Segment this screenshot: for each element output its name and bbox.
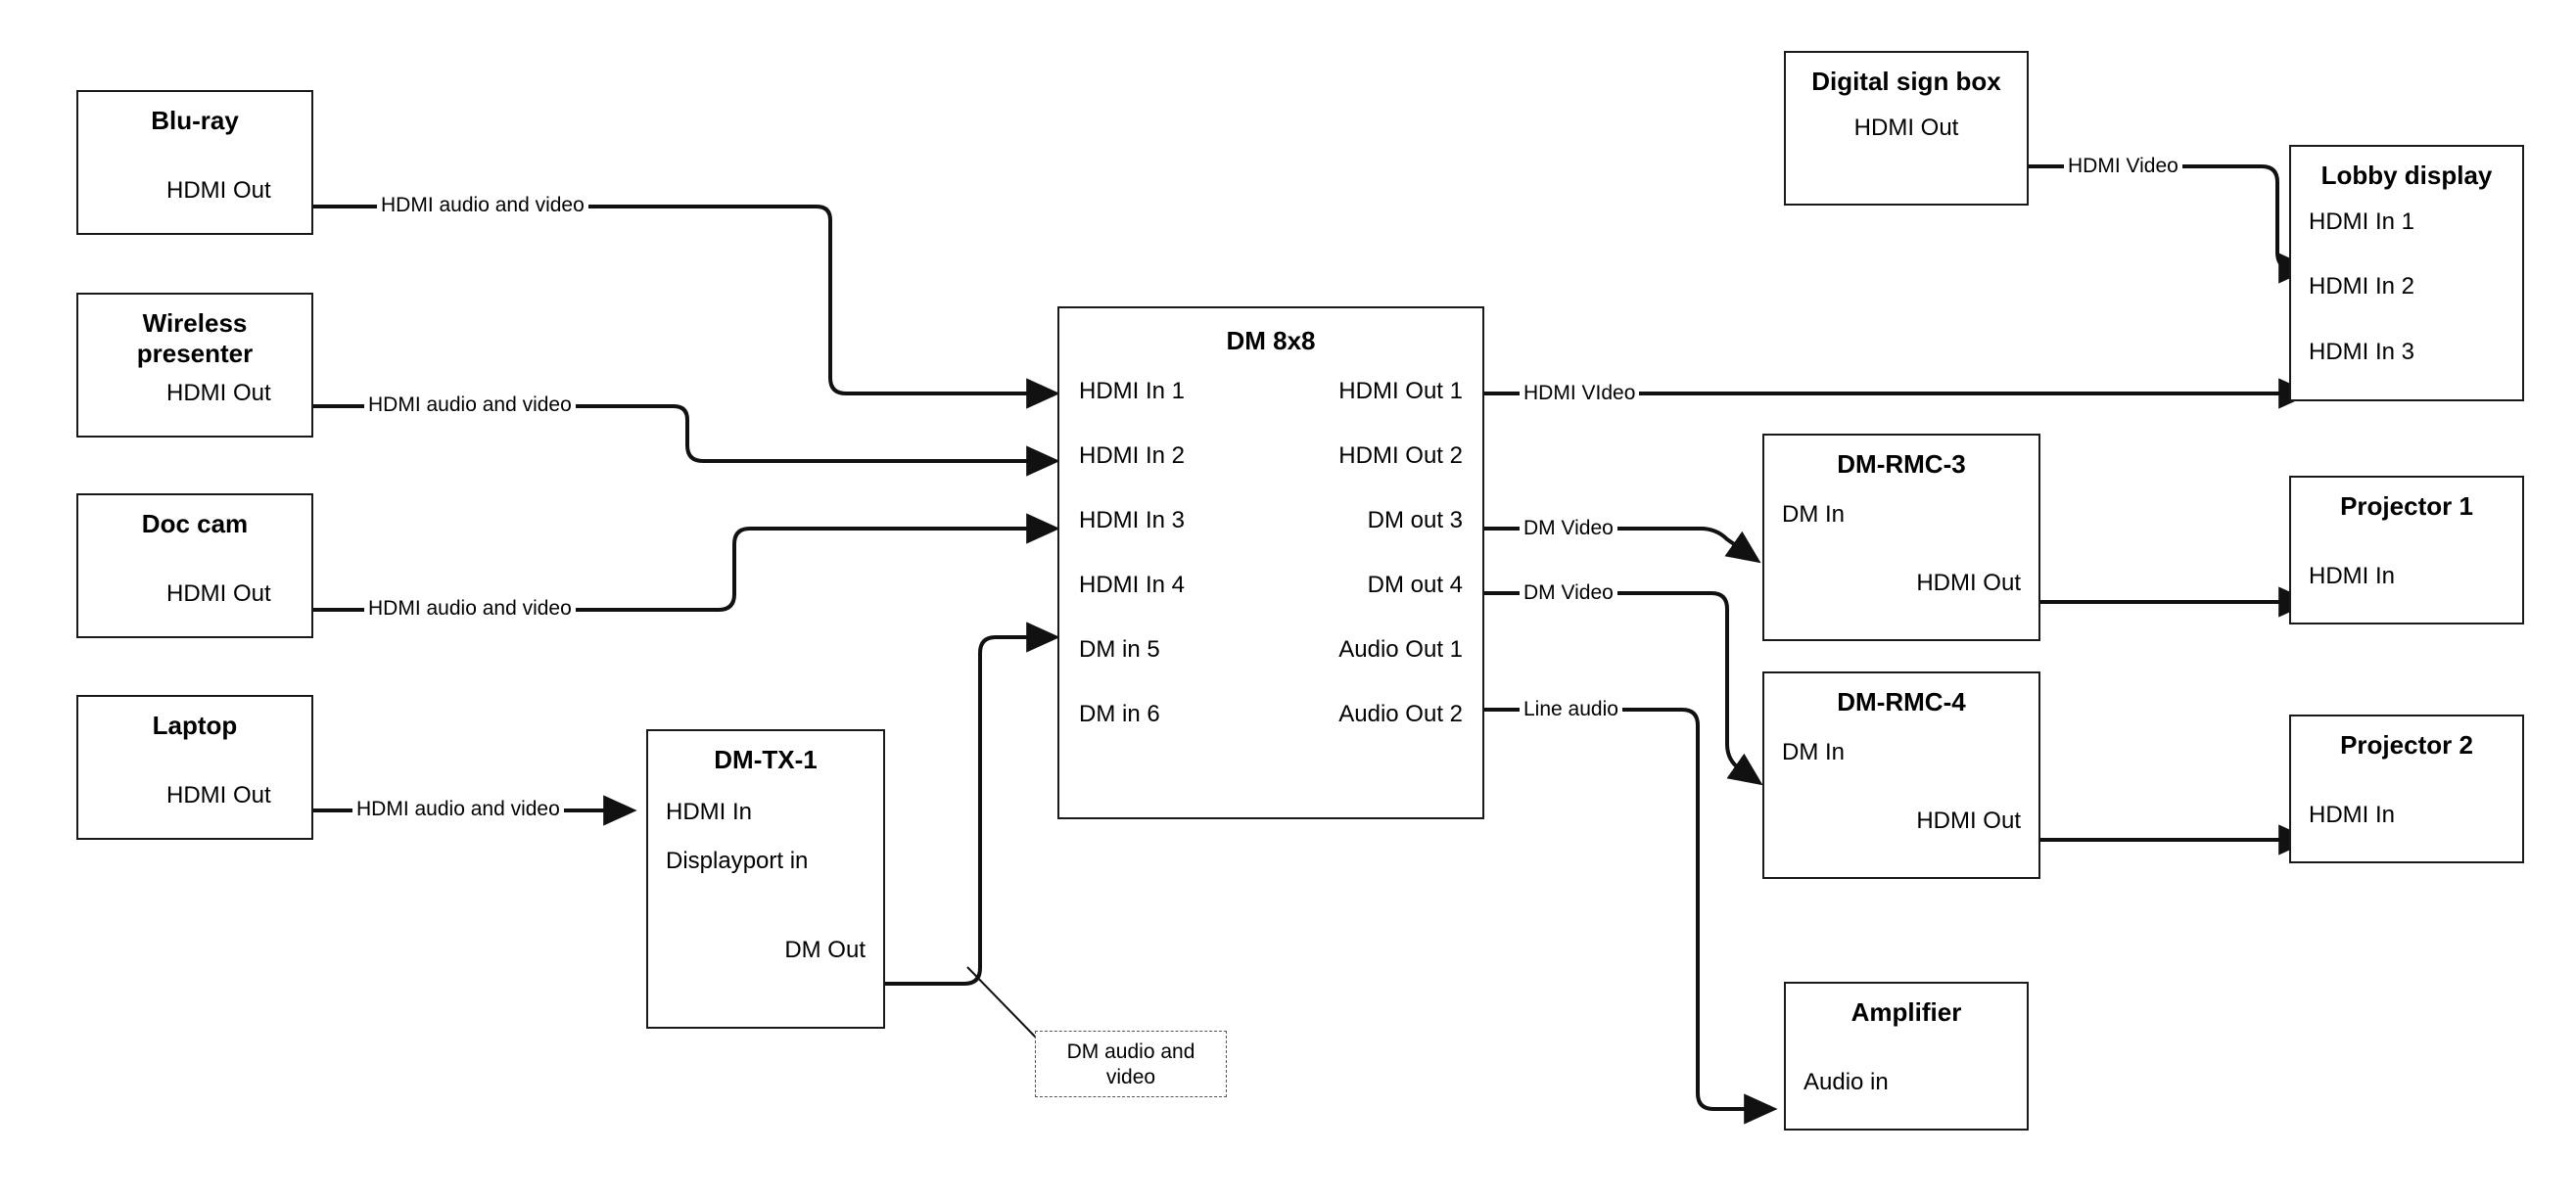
port-dm-out-3[interactable]: DM out 3 — [1367, 506, 1463, 533]
node-laptop[interactable] — [76, 695, 313, 840]
node-dm-rmc-4[interactable] — [1762, 671, 2040, 879]
node-title: Doc cam — [141, 509, 249, 538]
port-hdmi-in-2[interactable]: HDMI In 2 — [1079, 441, 1186, 469]
node-title: Laptop — [152, 711, 238, 740]
node-title: Amplifier — [1850, 997, 1962, 1027]
node-title: Lobby display — [2320, 161, 2493, 190]
port-hdmi-out[interactable]: HDMI Out — [166, 176, 271, 204]
port-hdmi-in[interactable]: HDMI In — [666, 798, 753, 825]
port-hdmi-out[interactable]: HDMI Out — [1853, 114, 1959, 141]
node-title: DM-RMC-3 — [1837, 449, 1966, 479]
wire-label-hdmi-out-1: HDMI VIdeo — [1520, 382, 1639, 405]
port-dm-out[interactable]: DM Out — [784, 937, 866, 964]
node-title: DM-TX-1 — [714, 745, 818, 774]
port-hdmi-out-1[interactable]: HDMI Out 1 — [1338, 377, 1463, 404]
wire-label-bluray: HDMI audio and video — [377, 194, 588, 217]
node-title: Wireless presenter — [136, 308, 254, 368]
port-dm-out-4[interactable]: DM out 4 — [1367, 571, 1463, 598]
node-title: Blu-ray — [151, 106, 239, 135]
port-hdmi-out[interactable]: HDMI Out — [166, 579, 271, 607]
port-hdmi-in-2[interactable]: HDMI In 2 — [2309, 273, 2415, 300]
port-hdmi-in[interactable]: HDMI In — [2309, 562, 2396, 589]
callout-dm-audio-video: DM audio and video — [1035, 1031, 1227, 1097]
node-wireless-presenter[interactable] — [76, 293, 313, 438]
node-bluray[interactable] — [76, 90, 313, 235]
node-projector-2[interactable] — [2289, 715, 2524, 863]
wire-label-audio-out-1: Line audio — [1520, 698, 1622, 721]
wire-label-dm-out-4: DM Video — [1520, 581, 1617, 605]
node-title: DM-RMC-4 — [1837, 687, 1966, 716]
node-title: Projector 2 — [2340, 730, 2473, 760]
wire-label-dm-out-3: DM Video — [1520, 517, 1617, 540]
port-dm-in[interactable]: DM In — [1782, 500, 1846, 528]
port-hdmi-in[interactable]: HDMI In — [2309, 801, 2396, 828]
port-dm-in-5[interactable]: DM in 5 — [1079, 635, 1160, 663]
node-lobby-display[interactable] — [2289, 145, 2524, 401]
wire-label-laptop: HDMI audio and video — [352, 798, 564, 821]
port-dm-in[interactable]: DM In — [1782, 738, 1846, 765]
node-title: Digital sign box — [1811, 67, 2001, 96]
port-hdmi-out[interactable]: HDMI Out — [166, 380, 271, 407]
port-hdmi-in-4[interactable]: HDMI In 4 — [1079, 571, 1186, 598]
node-projector-1[interactable] — [2289, 476, 2524, 624]
port-hdmi-out[interactable]: HDMI Out — [1916, 808, 2021, 835]
node-title: DM 8x8 — [1226, 326, 1316, 355]
port-hdmi-out-2[interactable]: HDMI Out 2 — [1338, 441, 1463, 469]
port-hdmi-out[interactable]: HDMI Out — [166, 781, 271, 808]
port-hdmi-in-1[interactable]: HDMI In 1 — [1079, 377, 1186, 404]
port-audio-out-2[interactable]: Audio Out 2 — [1338, 700, 1463, 727]
port-hdmi-in-1[interactable]: HDMI In 1 — [2309, 208, 2415, 235]
port-hdmi-out[interactable]: HDMI Out — [1916, 570, 2021, 597]
node-digital-sign-box[interactable] — [1784, 51, 2029, 206]
wire-label-doccam: HDMI audio and video — [364, 597, 576, 621]
wire-label-digital-sign: HDMI Video — [2064, 155, 2182, 178]
node-doc-cam[interactable] — [76, 493, 313, 638]
node-dm-rmc-3[interactable] — [1762, 434, 2040, 641]
port-hdmi-in-3[interactable]: HDMI In 3 — [2309, 339, 2415, 366]
node-dm-8x8[interactable] — [1057, 306, 1484, 819]
wire-label-wireless: HDMI audio and video — [364, 393, 576, 417]
port-displayport-in[interactable]: Displayport in — [666, 848, 809, 875]
port-dm-in-6[interactable]: DM in 6 — [1079, 700, 1160, 727]
port-audio-in[interactable]: Audio in — [1803, 1068, 1889, 1095]
port-audio-out-1[interactable]: Audio Out 1 — [1338, 635, 1463, 663]
node-title: Projector 1 — [2340, 491, 2473, 521]
port-hdmi-in-3[interactable]: HDMI In 3 — [1079, 506, 1186, 533]
node-dm-tx-1[interactable] — [646, 729, 885, 1029]
node-amplifier[interactable] — [1784, 982, 2029, 1131]
